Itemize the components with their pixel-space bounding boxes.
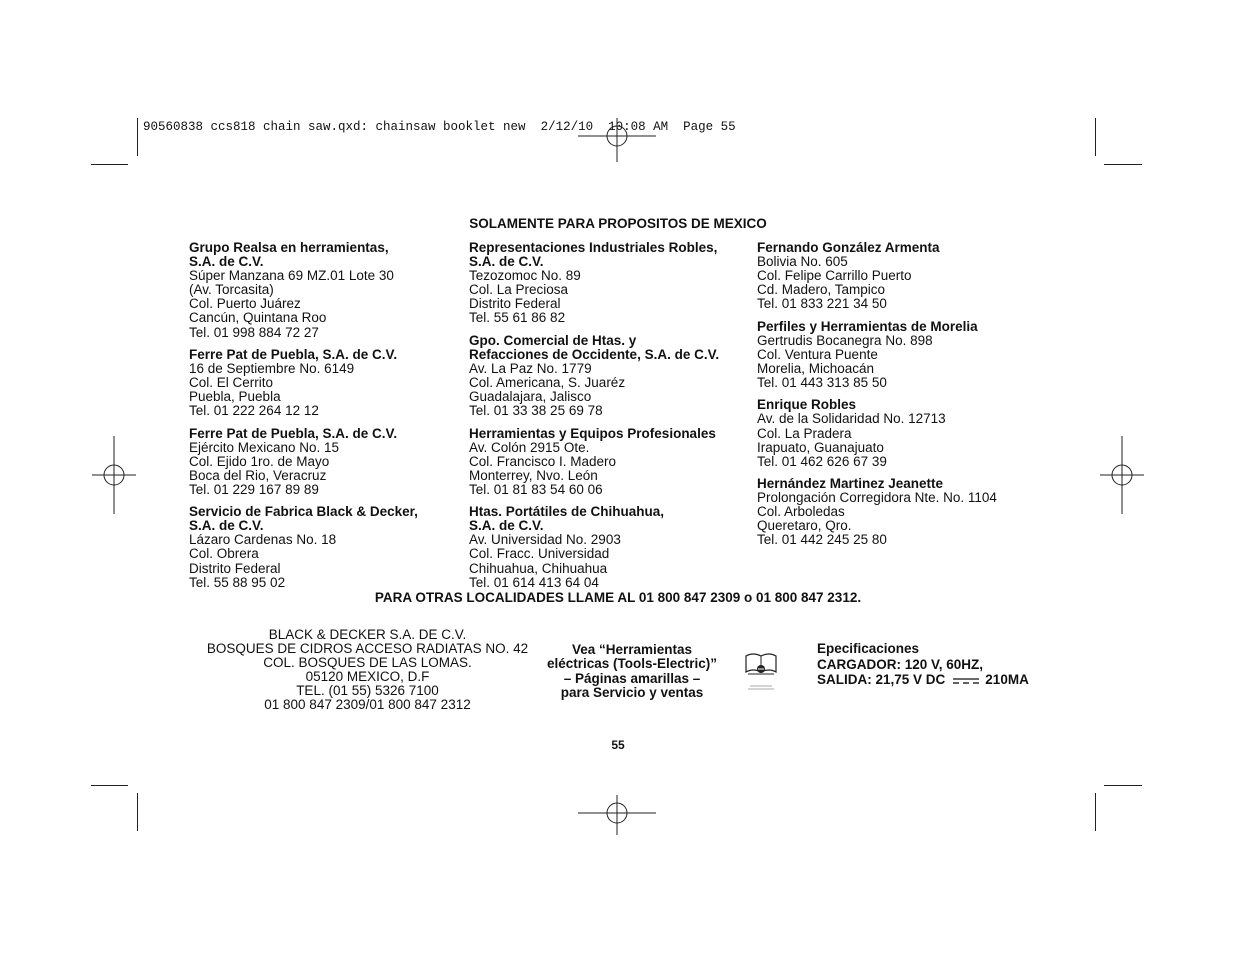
entry-line: Tezozomoc No. 89 — [469, 268, 581, 284]
entry-line: Tel. 01 229 167 89 89 — [189, 481, 319, 497]
entry-line: Tel. 55 88 95 02 — [189, 574, 286, 590]
entry-line: Queretaro, Qro. — [757, 518, 852, 534]
registration-mark-right — [1100, 436, 1144, 514]
entry-name: Servicio de Fabrica Black & Decker, S.A. de C.V. — [189, 504, 418, 534]
print-slug: 90560838 ccs818 chain saw.qxd: chainsaw booklet new 2/12/10 10:08 AM Page 55 — [143, 120, 736, 134]
entry-line: Tel. 01 443 313 85 50 — [757, 375, 887, 391]
address-entry — [469, 241, 749, 326]
entry-line: Col. Puerto Juárez — [189, 296, 301, 312]
address-column-1 — [189, 241, 449, 598]
notice-line: eléctricas (Tools-Electric)” — [546, 656, 718, 672]
address-entry — [469, 334, 749, 419]
address-entry — [757, 320, 1047, 390]
entry-line: Col. Ventura Puente — [757, 346, 878, 362]
entry-line: Lázaro Cardenas No. 18 — [189, 532, 337, 548]
address-column-3 — [757, 241, 1047, 556]
address-column-2 — [469, 241, 749, 598]
entry-line: Chihuahua, Chihuahua — [469, 560, 608, 576]
address-entry — [757, 398, 1047, 468]
entry-line: Col. La Pradera — [757, 425, 852, 441]
entry-line: Gertrudis Bocanegra No. 898 — [757, 332, 933, 348]
entry-name: Gpo. Comercial de Htas. y Refacciones de Occidente, S.A. de C.V. — [469, 332, 720, 362]
page-number: 55 — [611, 738, 625, 752]
notice-line: – Páginas amarillas – — [563, 670, 701, 686]
entry-line: Col. Ejido 1ro. de Mayo — [189, 453, 330, 469]
specs-output — [817, 672, 1029, 688]
entry-line: Col. Felipe Carrillo Puerto — [757, 268, 912, 284]
entry-line: Col. La Preciosa — [469, 282, 569, 298]
entry-line: Cancún, Quintana Roo — [189, 310, 327, 326]
specs-title: Epecificaciones — [817, 641, 920, 656]
entry-name: Hernández Martinez Jeanette — [757, 475, 944, 491]
section-title: SOLAMENTE PARA PROPOSITOS DE MEXICO — [469, 216, 767, 231]
entry-line: Col. El Cerrito — [189, 375, 274, 391]
address-line: 01 800 847 2309/01 800 847 2312 — [264, 697, 471, 713]
entry-line: Tel. 01 81 83 54 60 06 — [469, 481, 603, 497]
address-entry — [189, 241, 449, 340]
other-locations-notice: PARA OTRAS LOCALIDADES LLAME AL 01 800 847 2309 o 01 800 847 2312. — [374, 590, 862, 605]
registration-mark-bottom — [578, 795, 656, 835]
address-line: TEL. (01 55) 5326 7100 — [296, 683, 439, 699]
entry-line: 16 de Septiembre No. 6149 — [189, 360, 355, 376]
notice-line: para Servicio y ventas — [560, 684, 704, 700]
entry-line: Tel. 01 442 245 25 80 — [757, 532, 887, 548]
entry-line: Ejército Mexicano No. 15 — [189, 439, 340, 455]
entry-line: Distrito Federal — [189, 560, 281, 576]
yellow-pages-notice — [532, 643, 732, 700]
specs-charger: CARGADOR: 120 V, 60HZ, — [817, 656, 984, 672]
entry-line: Prolongación Corregidora Nte. No. 1104 — [757, 490, 997, 506]
entry-line: Bolivia No. 605 — [757, 254, 848, 270]
yellow-pages-book-icon — [744, 648, 778, 694]
entry-line: Distrito Federal — [469, 296, 561, 312]
address-entry — [189, 427, 449, 497]
entry-name: Ferre Pat de Puebla, S.A. de C.V. — [189, 346, 398, 362]
entry-line: Tel. 01 462 626 67 39 — [757, 453, 887, 469]
entry-line: Av. La Paz No. 1779 — [469, 360, 592, 376]
specs-output-label: SALIDA: 21,75 V DC — [817, 672, 946, 688]
entry-name: Representaciones Industriales Robles, S.A. de C.V. — [469, 240, 718, 270]
notice-line: Vea “Herramientas — [571, 642, 693, 657]
entry-line: Av. Universidad No. 2903 — [469, 532, 621, 548]
entry-name: Ferre Pat de Puebla, S.A. de C.V. — [189, 425, 398, 441]
entry-name: Perfiles y Herramientas de Morelia — [757, 318, 978, 334]
address-entry — [757, 477, 1047, 547]
entry-line: Col. Fracc. Universidad — [469, 546, 610, 562]
specifications-block — [817, 641, 1029, 688]
entry-name: Herramientas y Equipos Profesionales — [469, 425, 716, 441]
address-line: 05120 MEXICO, D.F — [305, 669, 430, 685]
address-line: COL. BOSQUES DE LAS LOMAS. — [263, 655, 472, 671]
entry-line: Monterrey, Nvo. León — [469, 467, 598, 483]
specs-output-current: 210MA — [985, 672, 1029, 688]
entry-name: Htas. Portátiles de Chihuahua, S.A. de C.V. — [469, 504, 665, 534]
entry-line: Tel. 55 61 86 82 — [469, 310, 566, 326]
entry-line: Col. Americana, S. Juaréz — [469, 375, 626, 391]
black-decker-address — [195, 628, 540, 713]
entry-line: Súper Manzana 69 MZ.01 Lote 30 — [189, 268, 394, 284]
address-entry — [189, 348, 449, 418]
entry-line: Col. Francisco I. Madero — [469, 453, 617, 469]
entry-line: Av. Colón 2915 Ote. — [469, 439, 590, 455]
entry-line: Puebla, Puebla — [189, 389, 281, 405]
entry-line: Boca del Rio, Veracruz — [189, 467, 327, 483]
entry-name: Fernando González Armenta — [757, 240, 940, 255]
entry-line: Guadalajara, Jalisco — [469, 389, 592, 405]
address-line: BOSQUES DE CIDROS ACCESO RADIATAS NO. 42 — [206, 641, 529, 657]
entry-line: Irapuato, Guanajuato — [757, 439, 884, 455]
entry-line: Tel. 01 222 264 12 12 — [189, 403, 319, 419]
address-entry — [469, 427, 749, 497]
address-entry — [469, 505, 749, 590]
registration-mark-top — [578, 118, 656, 162]
entry-line: (Av. Torcasita) — [189, 282, 274, 298]
entry-line: Tel. 01 998 884 72 27 — [189, 324, 319, 340]
direct-current-symbol-icon — [953, 677, 979, 685]
entry-line: Col. Arboledas — [757, 504, 845, 520]
entry-line: Tel. 01 614 413 64 04 — [469, 574, 599, 590]
entry-line: Cd. Madero, Tampico — [757, 282, 886, 298]
address-entry — [757, 241, 1047, 311]
entry-name: Grupo Realsa en herramientas, S.A. de C.V. — [189, 240, 389, 270]
address-entry — [189, 505, 449, 590]
entry-line: Col. Obrera — [189, 546, 259, 562]
registration-mark-left — [92, 436, 136, 514]
entry-name: Enrique Robles — [757, 397, 857, 413]
address-line: BLACK & DECKER S.A. DE C.V. — [268, 627, 467, 642]
entry-line: Av. de la Solidaridad No. 12713 — [757, 411, 946, 427]
entry-line: Morelia, Michoacán — [757, 360, 875, 376]
entry-line: Tel. 01 833 221 34 50 — [757, 296, 887, 312]
entry-line: Tel. 01 33 38 25 69 78 — [469, 403, 603, 419]
